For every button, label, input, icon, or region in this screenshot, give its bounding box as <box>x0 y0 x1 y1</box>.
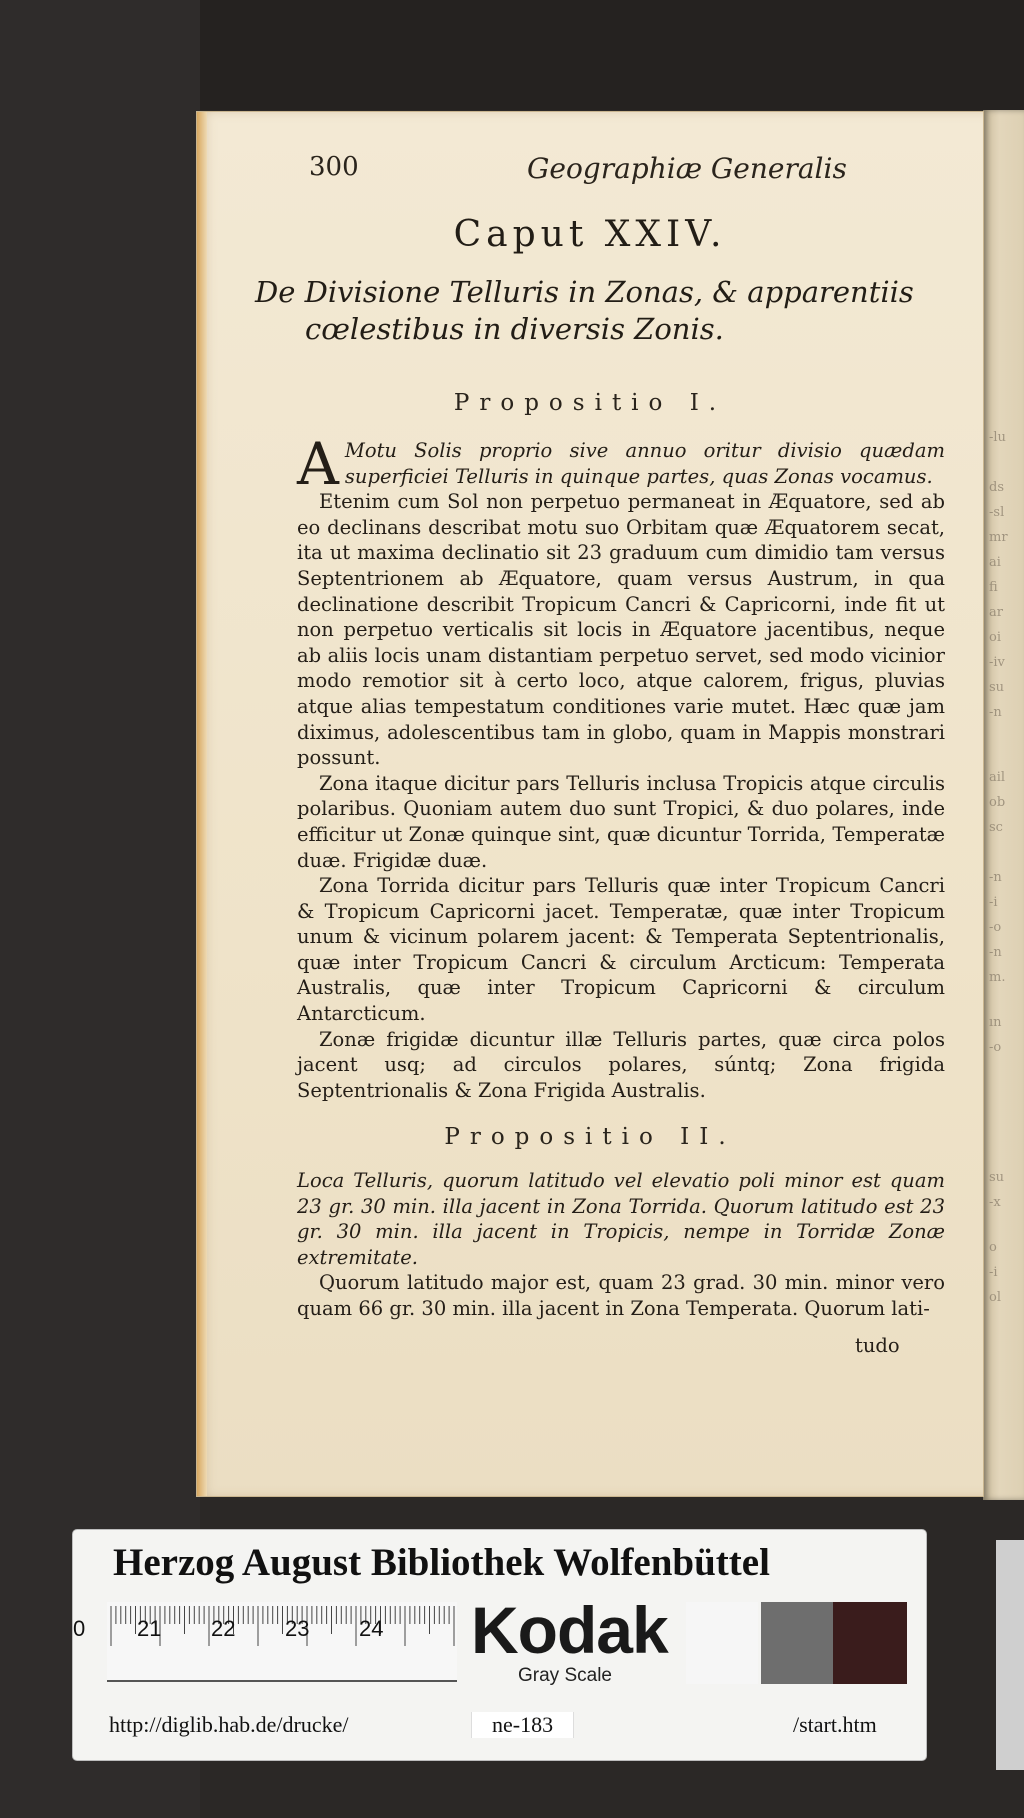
neighbor-text-fragment: ın <box>989 1015 1002 1030</box>
chapter-heading: Caput XXIV. <box>453 214 727 255</box>
proposition-2-body <box>297 1168 945 1322</box>
proposition-2-heading: Propositio II. <box>444 1124 736 1150</box>
neighbor-text-fragment: su <box>989 1170 1005 1185</box>
neighbor-page-strip <box>983 110 1024 1500</box>
neighbor-text-fragment: -n <box>989 945 1002 960</box>
paragraph: Zona itaque dicitur pars Telluris inclusa Tropicis atque circulis polaribus. Quoniam autem duo sunt Tropici, & duo polares, inde efficitur ut Zonæ quinque sint, quæ dicuntur Torrida, Temperatæ duæ. Frigidæ duæ. <box>297 771 945 872</box>
neighbor-text-fragment: -i <box>989 1265 998 1280</box>
kodak-logo: Kodak <box>471 1593 668 1667</box>
ruler-number: 0 <box>73 1616 86 1641</box>
scanner-edge <box>996 1540 1024 1770</box>
neighbor-text-fragment: fi <box>989 580 998 595</box>
ruler-number: 23 <box>285 1616 310 1641</box>
chapter-title-line2: cœlestibus in diversis Zonis. <box>305 312 724 346</box>
neighbor-text-fragment: -iv <box>989 655 1005 670</box>
neighbor-text-fragment: ds <box>989 480 1004 495</box>
chapter-title-line1: De Divisione Telluris in Zonas, & apparentiis <box>255 275 914 309</box>
proposition-2-statement: Loca Telluris, quorum latitudo vel elevatio poli minor est quam 23 gr. 30 min. illa jacent in Zona Torrida. Quorum latitudo est 23 gr. 30 min. illa jacent in Tropicis, nempe in Torridæ Zonæ extremitate. <box>297 1169 945 1269</box>
neighbor-text-fragment: -o <box>989 920 1002 935</box>
paragraph: Quorum latitudo major est, quam 23 grad. 30 min. minor vero quam 66 gr. 30 min. illa jacent in Zona Temperata. Quorum lati- <box>297 1271 945 1320</box>
neighbor-text-fragment: -o <box>989 1040 1002 1055</box>
paragraph: Zonæ frigidæ dicuntur illæ Telluris partes, quæ circa polos jacent usq; ad circulos polares, súntq; Zona frigida Septentrionalis & Zona Frigida Australis. <box>297 1027 945 1102</box>
ruler-number: 22 <box>211 1616 236 1641</box>
neighbor-text-fragment: -n <box>989 705 1002 720</box>
book-page <box>197 112 983 1496</box>
page-number: 300 <box>309 152 359 182</box>
paragraph: Zona Torrida dicitur pars Telluris quæ inter Tropicum Cancri & Tropicum Capricorni jacet. Temperatæ, quæ inter Tropicum unum & vicinum polarem jacent: & Temperata Septentrionalis, quæ inter Tropicum Cancri & circulum Arcticum: Temperata Australis, quæ inter Tropicum Capricorni & circulum Antarcticum. <box>297 874 945 1026</box>
neighbor-text-fragment: ail <box>989 770 1006 785</box>
ruler <box>107 1602 457 1682</box>
neighbor-text-fragment: ai <box>989 555 1001 570</box>
url-base: http://diglib.hab.de/drucke/ <box>109 1712 349 1737</box>
neighbor-text-fragment: -x <box>989 1195 1001 1210</box>
running-title: Geographiæ Generalis <box>527 152 847 185</box>
gray-patch-dark <box>833 1602 907 1684</box>
gray-patch-mid <box>761 1602 833 1684</box>
paragraph: Etenim cum Sol non perpetuo permaneat in Æquatore, sed ab eo declinans describat motu suo Orbitam quæ Æquatorem secat, ita ut maxima declinatio sit 23 graduum cum dimidio tam versus Septentrionem ab Æquatore, quam versus Austrum, in qua declinatione describit Tropicum Cancri & Capricorni, inde fit ut non perpetuo verticalis sit locis in Æquatore jacentibus, neque ab aliis locis unam distantiam perpetuo servet, sed modo vicinior modo remotior sit à certo loco, atque calorem, frigus, pluvias atque alias tempestatum conditiones varie mutet. Hæc quæ jam diximus, adolescentibus tam in globo, quam in Mappis monstrari possunt. <box>297 490 945 770</box>
url-suffix: /start.htm <box>793 1712 877 1737</box>
ruler-number: 21 <box>137 1616 162 1641</box>
neighbor-text-fragment: mr <box>989 530 1008 545</box>
gray-scale-label: Gray Scale <box>518 1665 612 1686</box>
library-name: Herzog August Bibliothek Wolfenbüttel <box>113 1541 770 1584</box>
catchword: tudo <box>855 1334 900 1357</box>
neighbor-text-fragment: -n <box>989 870 1002 885</box>
proposition-1-heading: Propositio I. <box>453 390 727 416</box>
neighbor-text-fragment: su <box>989 680 1005 695</box>
gray-patch-white <box>686 1602 758 1684</box>
neighbor-text-fragment: oi <box>989 630 1001 645</box>
dropcap: A <box>297 430 339 498</box>
neighbor-text-fragment: ar <box>989 605 1003 620</box>
neighbor-text-fragment: -lu <box>989 430 1006 445</box>
color-target-bar <box>73 1530 926 1760</box>
neighbor-text-fragment: ob <box>989 795 1006 810</box>
neighbor-text-fragment: sc <box>989 820 1003 835</box>
proposition-1-statement: A Motu Solis proprio sive annuo oritur divisio quædam superficiei Telluris in quinque partes, quas Zonas vocamus. <box>297 430 945 498</box>
proposition-1-body <box>297 430 945 1103</box>
ruler-number: 24 <box>359 1616 384 1641</box>
shelfmark: ne-183 <box>471 1712 574 1738</box>
neighbor-text-fragment: m. <box>989 970 1006 985</box>
neighbor-text-fragment: -i <box>989 895 998 910</box>
neighbor-text-fragment: o <box>989 1240 997 1255</box>
neighbor-text-fragment: -sl <box>989 505 1005 520</box>
neighbor-text-fragment: ol <box>989 1290 1001 1305</box>
chapter-title <box>255 274 955 348</box>
